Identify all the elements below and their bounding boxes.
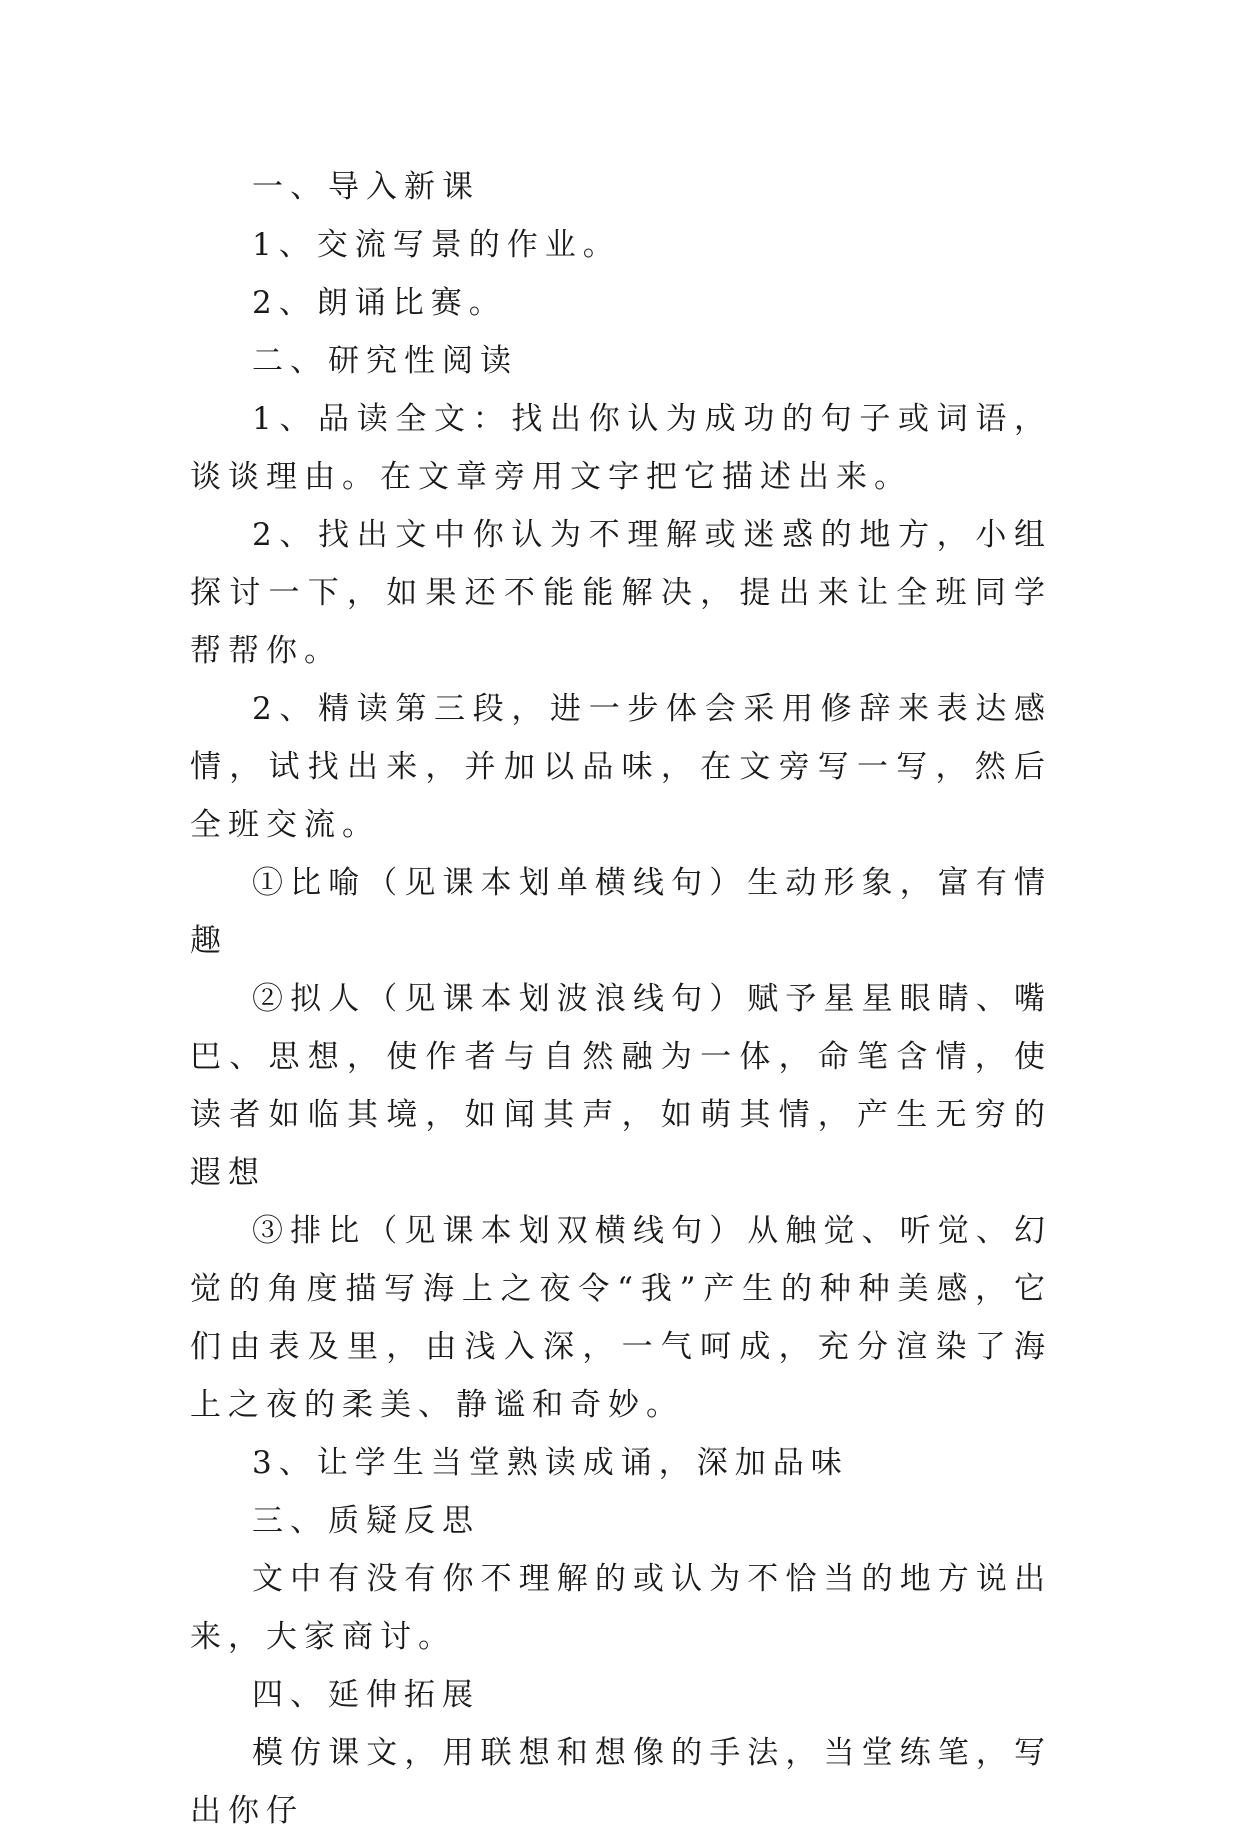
list-item: 3、让学生当堂熟读成诵，深加品味: [252, 1445, 849, 1481]
list-item: 1、交流写景的作业。: [252, 227, 621, 263]
heading-intro: 一、导入新课: [252, 169, 480, 205]
body-paragraph: 文中有没有你不理解的或认为不恰当的地方说出来，大家商讨。: [190, 1561, 1052, 1655]
heading-extension: 四、延伸拓展: [252, 1677, 480, 1713]
list-item: ③排比（见课本划双横线句）从触觉、听觉、幻觉的角度描写海上之夜令“我”产生的种种美感，它们由表及里，由浅入深，一气呵成，充分渲染了海上之夜的柔美、静谧和奇妙。: [190, 1213, 1052, 1423]
list-item: 2、精读第三段，进一步体会采用修辞来表达感情，试找出来，并加以品味，在文旁写一写，然后全班交流。: [190, 691, 1052, 843]
document-body: [190, 158, 1052, 1840]
list-item: 2、找出文中你认为不理解或迷惑的地方，小组探讨一下，如果还不能能解决，提出来让全班同学帮帮你。: [190, 517, 1052, 669]
heading-research-reading: 二、研究性阅读: [252, 343, 518, 379]
list-item: 2、朗诵比赛。: [252, 285, 507, 321]
list-item: 1、品读全文：找出你认为成功的句子或词语，谈谈理由。在文章旁用文字把它描述出来。: [190, 401, 1052, 495]
body-paragraph: 模仿课文，用联想和想像的手法，当堂练笔，写出你仔: [190, 1735, 1052, 1829]
list-item: ②拟人（见课本划波浪线句）赋予星星眼睛、嘴巴、思想，使作者与自然融为一体，命笔含情，使读者如临其境，如闻其声，如萌其情，产生无穷的遐想: [190, 981, 1052, 1191]
heading-reflection: 三、质疑反思: [252, 1503, 480, 1539]
list-item: ①比喻（见课本划单横线句）生动形象，富有情趣: [190, 865, 1052, 959]
